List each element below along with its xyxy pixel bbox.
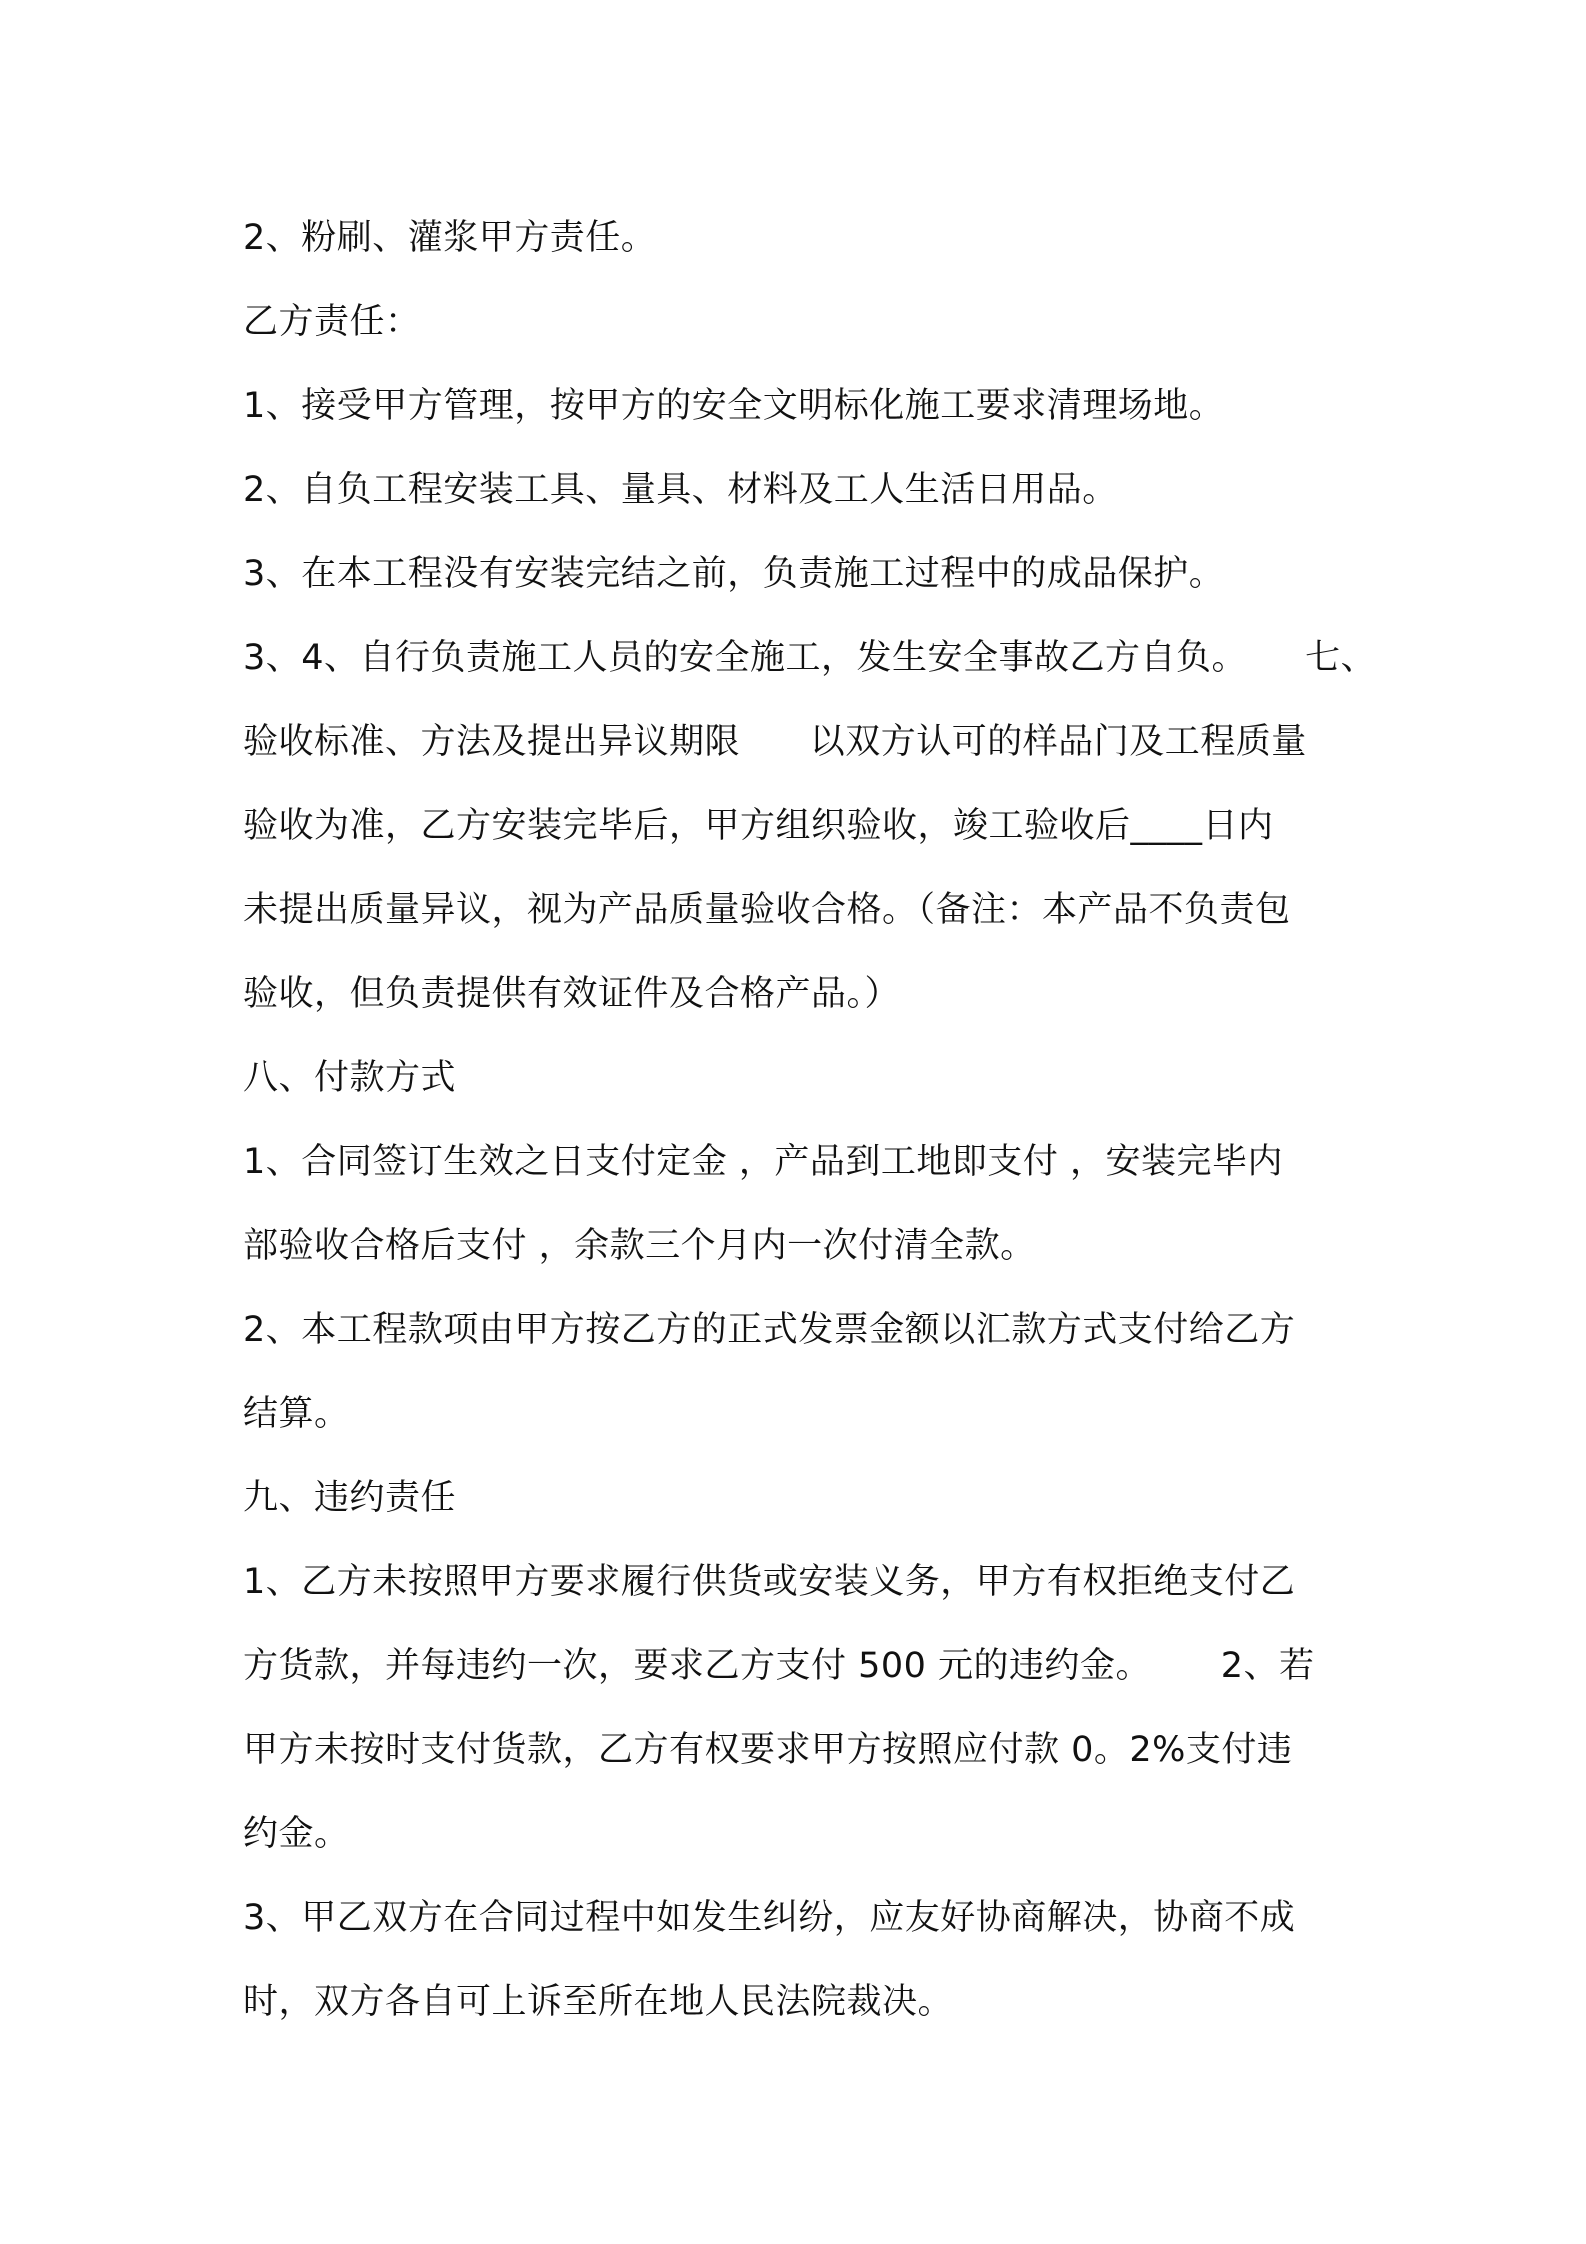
text-line: 验收为准，乙方安装完毕后，甲方组织验收，竣工验收后____日内 (243, 806, 1274, 846)
text-line: 乙方责任： (243, 302, 421, 342)
text-line: 3、甲乙双方在合同过程中如发生纠纷，应友好协商解决，协商不成 (243, 1898, 1296, 1938)
text-line: 验收，但负责提供有效证件及合格产品。） (243, 974, 901, 1014)
text-line: 1、乙方未按照甲方要求履行供货或安装义务，甲方有权拒绝支付乙 (243, 1562, 1296, 1602)
text-line: 甲方未按时支付货款，乙方有权要求甲方按照应付款 0。2%支付违 (243, 1730, 1293, 1770)
text-line: 约金。 (243, 1814, 350, 1854)
text-line: 3、在本工程没有安装完结之前，负责施工过程中的成品保护。 (243, 554, 1225, 594)
text-line: 3、4、自行负责施工人员的安全施工，发生安全事故乙方自负。 七、 (243, 638, 1377, 678)
document-body (243, 196, 1383, 2044)
text-line: 2、粉刷、灌浆甲方责任。 (243, 218, 657, 258)
text-line: 方货款，并每违约一次，要求乙方支付 500 元的违约金。 2、若 (243, 1646, 1315, 1686)
section-heading: 八、付款方式 (243, 1058, 457, 1098)
text-line: 1、接受甲方管理，按甲方的安全文明标化施工要求清理场地。 (243, 386, 1225, 426)
text-line: 结算。 (243, 1394, 350, 1434)
text-line: 1、合同签订生效之日支付定金 ，产品到工地即支付 ，安装完毕内 (243, 1142, 1284, 1182)
text-line: 2、自负工程安装工具、量具、材料及工人生活日用品。 (243, 470, 1118, 510)
text-line: 时，双方各自可上诉至所在地人民法院裁决。 (243, 1982, 954, 2022)
section-heading: 九、违约责任 (243, 1478, 457, 1518)
text-line: 验收标准、方法及提出异议期限 以双方认可的样品门及工程质量 (243, 722, 1307, 762)
text-line: 未提出质量异议，视为产品质量验收合格。（备注：本产品不负责包 (243, 890, 1291, 930)
text-line: 部验收合格后支付 ，余款三个月内一次付清全款。 (243, 1226, 1036, 1266)
text-line: 2、本工程款项由甲方按乙方的正式发票金额以汇款方式支付给乙方 (243, 1310, 1296, 1350)
